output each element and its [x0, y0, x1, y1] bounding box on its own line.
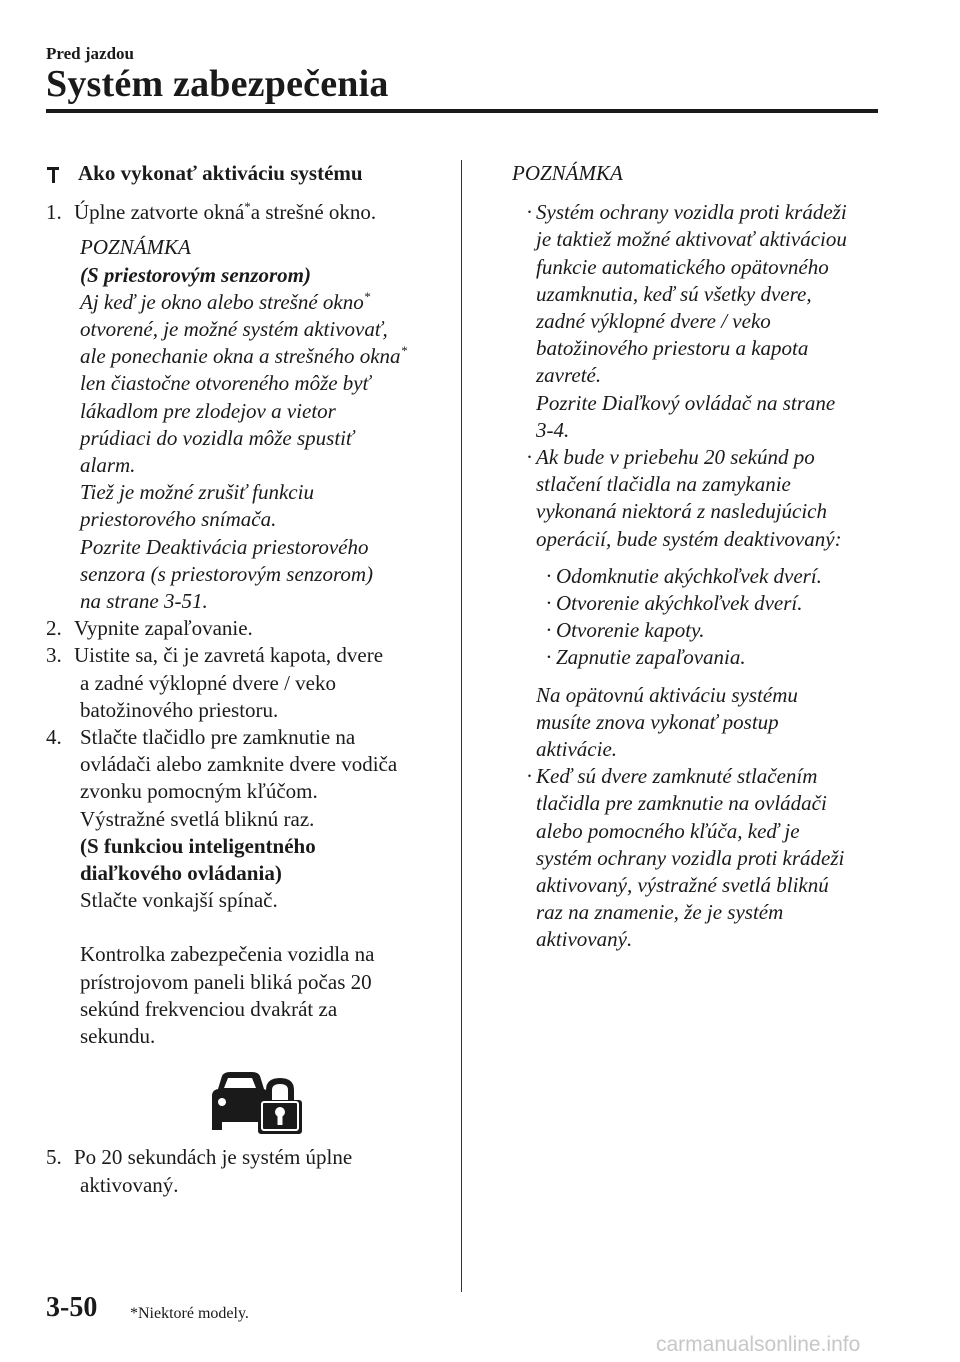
- section-marker-icon: [46, 164, 64, 184]
- note-bullet-1: · Systém ochrany vozidla proti krádeži je taktiež možné aktivovať aktiváciou funkcie automatického opätovného uzamknutia, keď sú všetky dvere, zadné výklopné dvere / veko batožinového priestoru a kapota zavreté. Pozrite Diaľkový ovládač na strane 3-4.: [526, 200, 847, 442]
- step-1: 1. Úplne zatvorte okná*a strešné okno.: [46, 199, 377, 225]
- security-lock-indicator-icon: [208, 1072, 304, 1136]
- step-3: 3. Uistite sa, či je zavretá kapota, dvere a zadné výklopné dvere / veko batožinového priestoru.: [46, 643, 384, 722]
- right-column-note: [512, 160, 892, 954]
- note-label: POZNÁMKA: [512, 161, 623, 185]
- step-2: 2. Vypnite zapaľovanie.: [46, 616, 253, 641]
- sub-bullet: · Otvorenie akýchkoľvek dverí.: [546, 591, 803, 616]
- sub-bullet: · Otvorenie kapoty.: [546, 618, 705, 643]
- footnote: *Niektoré modely.: [130, 1305, 249, 1322]
- note-senzor: POZNÁMKA (S priestorovým senzorom) Aj keď je okno alebo strešné okno* otvorené, je možné systém aktivovať, ale ponechanie okna a strešného okna* len čiastočne otvoreného môže byť lákadlom pre zlodejov a vietor prúdiaci do vozidla môže spustiť alarm. Tiež je možné zrušiť funkciu priestorového snímača. Pozrite Deaktivácia priestorového senzora (s priestorovým senzorom) na strane 3-51.: [80, 235, 408, 614]
- header-divider: [46, 109, 878, 113]
- note-bullet-3: · Keď sú dvere zamknuté stlačením tlačidla pre zamknutie na ovládači alebo pomocného kľúča, keď je systém ochrany vozidla proti krádeži aktivovaný, výstražné svetlá bliknú raz na znamenie, že je systém aktivovaný.: [526, 764, 845, 952]
- left-column: [46, 160, 446, 1199]
- note-bullet-2: · Ak bude v priebehu 20 sekúnd po stlačení tlačidla na zamykanie vykonaná niektorá z nasledujúcich operácií, bude systém deaktivovaný:: [526, 445, 842, 551]
- sub-bullet: · Odomknutie akýchkoľvek dverí.: [546, 563, 822, 588]
- step-4: 4. Stlačte tlačidlo pre zamknutie na ovládači alebo zamknite dvere vodiča zvonku pomocným kľúčom. Výstražné svetlá bliknú raz. (S funkciou inteligentného diaľkového ovládania) Stlačte vonkajší spínač. Kontrolka zabezpečenia vozidla na prístrojovom paneli bliká počas 20 sekúnd frekvenciou dvakrát za sekundu.: [46, 725, 398, 1049]
- page-title: Systém zabezpečenia: [46, 63, 389, 105]
- sub-bullet: · Zapnutie zapaľovania.: [546, 645, 746, 670]
- section-name: Pred jazdou: [46, 44, 134, 63]
- step-5: 5. Po 20 sekundách je systém úplne aktivovaný.: [46, 1145, 353, 1197]
- reactivation-paragraph: Na opätovnú aktiváciu systému musíte znova vykonať postup aktivácie.: [536, 682, 798, 762]
- section-heading: Ako vykonať aktiváciu systému: [46, 160, 446, 187]
- page-number: 3-50: [46, 1292, 98, 1323]
- watermark: carmanualsonline.info: [656, 1333, 861, 1356]
- column-divider: [461, 160, 462, 1292]
